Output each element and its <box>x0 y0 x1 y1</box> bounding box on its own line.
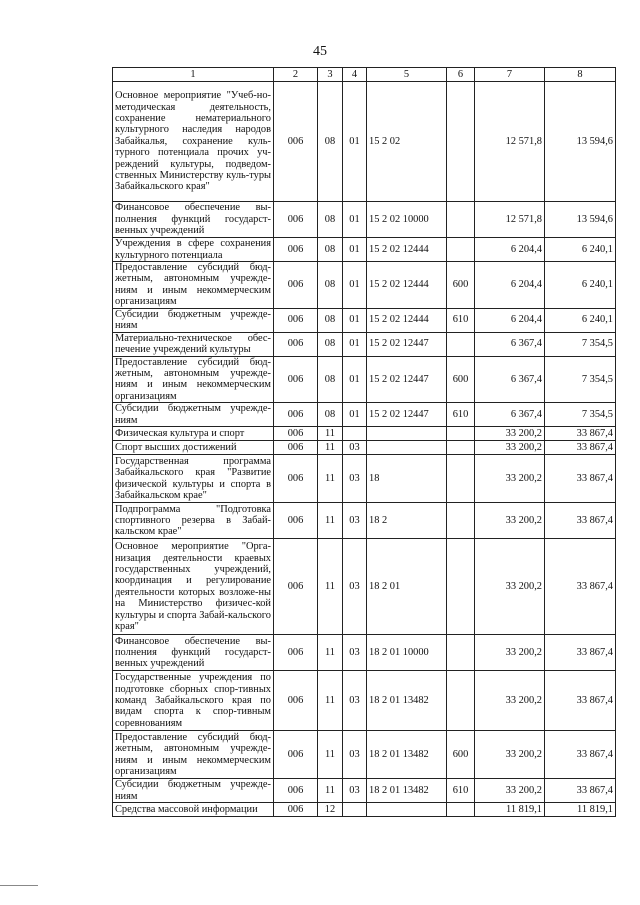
section-cell: 08 <box>318 308 343 332</box>
row-name-cell: Физическая культура и спорт <box>113 427 274 441</box>
column-header: 8 <box>545 68 616 82</box>
admin-code-cell: 006 <box>274 803 318 817</box>
row-name-cell: Подпрограмма "Подготовка спортивного резерва в Забай-кальском крае" <box>113 503 274 539</box>
subsection-cell <box>343 803 367 817</box>
table-row <box>113 262 616 309</box>
amount-year-1-cell: 6 204,4 <box>475 308 545 332</box>
subsection-cell: 03 <box>343 635 367 671</box>
expense-type-cell: 610 <box>447 779 475 803</box>
admin-code-cell: 006 <box>274 332 318 356</box>
row-name-cell: Спорт высших достижений <box>113 441 274 455</box>
subsection-cell: 01 <box>343 403 367 427</box>
amount-year-1-cell: 33 200,2 <box>475 671 545 731</box>
admin-code-cell: 006 <box>274 427 318 441</box>
section-cell: 11 <box>318 441 343 455</box>
target-article-cell: 15 2 02 12444 <box>367 308 447 332</box>
row-name-cell: Финансовое обеспечение вы-полнения функций государст-венных учреждений <box>113 635 274 671</box>
budget-table <box>112 67 616 817</box>
row-name-cell: Средства массовой информации <box>113 803 274 817</box>
target-article-cell: 15 2 02 12447 <box>367 332 447 356</box>
row-name-cell: Государственная программа Забайкальского края "Развитие физической культуры и спорта в Забайкальском крае" <box>113 455 274 503</box>
section-cell: 08 <box>318 262 343 309</box>
subsection-cell: 01 <box>343 262 367 309</box>
subsection-cell: 01 <box>343 308 367 332</box>
column-header: 4 <box>343 68 367 82</box>
amount-year-2-cell: 7 354,5 <box>545 403 616 427</box>
target-article-cell: 18 2 <box>367 503 447 539</box>
amount-year-2-cell: 33 867,4 <box>545 441 616 455</box>
amount-year-2-cell: 33 867,4 <box>545 427 616 441</box>
admin-code-cell: 006 <box>274 503 318 539</box>
section-cell: 08 <box>318 332 343 356</box>
subsection-cell: 03 <box>343 455 367 503</box>
expense-type-cell <box>447 803 475 817</box>
section-cell: 11 <box>318 427 343 441</box>
admin-code-cell: 006 <box>274 671 318 731</box>
section-cell: 11 <box>318 503 343 539</box>
section-cell: 08 <box>318 238 343 262</box>
column-header: 3 <box>318 68 343 82</box>
amount-year-1-cell: 33 200,2 <box>475 635 545 671</box>
admin-code-cell: 006 <box>274 539 318 635</box>
row-name-cell: Основное мероприятие "Орга-низация деятельности краевых государственных учреждений, координация и регулирование деятельности которых возложе-ны на Министерство физичес-кой культуры и спорта Забай-кальского края" <box>113 539 274 635</box>
target-article-cell <box>367 803 447 817</box>
table-row <box>113 455 616 503</box>
expense-type-cell <box>447 503 475 539</box>
column-header: 1 <box>113 68 274 82</box>
column-header: 2 <box>274 68 318 82</box>
amount-year-1-cell: 33 200,2 <box>475 779 545 803</box>
amount-year-2-cell: 7 354,5 <box>545 332 616 356</box>
table-row <box>113 635 616 671</box>
amount-year-2-cell: 13 594,6 <box>545 202 616 238</box>
amount-year-1-cell: 33 200,2 <box>475 731 545 779</box>
section-cell: 08 <box>318 356 343 403</box>
amount-year-1-cell: 33 200,2 <box>475 539 545 635</box>
subsection-cell: 01 <box>343 332 367 356</box>
subsection-cell: 03 <box>343 441 367 455</box>
subsection-cell: 01 <box>343 356 367 403</box>
expense-type-cell <box>447 238 475 262</box>
admin-code-cell: 006 <box>274 779 318 803</box>
table-row <box>113 82 616 202</box>
expense-type-cell <box>447 635 475 671</box>
column-header: 7 <box>475 68 545 82</box>
target-article-cell: 15 2 02 12444 <box>367 262 447 309</box>
expense-type-cell <box>447 427 475 441</box>
table-row <box>113 356 616 403</box>
section-cell: 11 <box>318 455 343 503</box>
subsection-cell: 03 <box>343 503 367 539</box>
section-cell: 11 <box>318 539 343 635</box>
section-cell: 11 <box>318 671 343 731</box>
row-name-cell: Государственные учреждения по подготовке сборных спор-тивных команд Забайкальского края по видам спорта к спор-тивным соревнованиям <box>113 671 274 731</box>
expense-type-cell <box>447 441 475 455</box>
table-row <box>113 779 616 803</box>
target-article-cell: 15 2 02 12447 <box>367 356 447 403</box>
target-article-cell: 15 2 02 12444 <box>367 238 447 262</box>
target-article-cell: 18 2 01 13482 <box>367 779 447 803</box>
table-row <box>113 803 616 817</box>
expense-type-cell <box>447 455 475 503</box>
subsection-cell: 03 <box>343 779 367 803</box>
admin-code-cell: 006 <box>274 82 318 202</box>
section-cell: 11 <box>318 779 343 803</box>
admin-code-cell: 006 <box>274 403 318 427</box>
target-article-cell: 18 2 01 10000 <box>367 635 447 671</box>
expense-type-cell: 600 <box>447 356 475 403</box>
subsection-cell: 03 <box>343 539 367 635</box>
row-name-cell: Финансовое обеспечение вы-полнения функций государст-венных учреждений <box>113 202 274 238</box>
row-name-cell: Субсидии бюджетным учрежде-ниям <box>113 779 274 803</box>
table-row <box>113 539 616 635</box>
amount-year-1-cell: 12 571,8 <box>475 82 545 202</box>
admin-code-cell: 006 <box>274 455 318 503</box>
row-name-cell: Субсидии бюджетным учрежде-ниям <box>113 403 274 427</box>
subsection-cell: 03 <box>343 731 367 779</box>
table-row <box>113 238 616 262</box>
subsection-cell: 01 <box>343 82 367 202</box>
table-row <box>113 427 616 441</box>
subsection-cell: 03 <box>343 671 367 731</box>
row-name-cell: Предоставление субсидий бюд-жетным, автономным учрежде-ниям и иным некоммерческим организациям <box>113 731 274 779</box>
amount-year-1-cell: 33 200,2 <box>475 455 545 503</box>
target-article-cell: 18 2 01 <box>367 539 447 635</box>
table-row <box>113 731 616 779</box>
subsection-cell <box>343 427 367 441</box>
table-row <box>113 503 616 539</box>
target-article-cell: 18 <box>367 455 447 503</box>
expense-type-cell: 610 <box>447 308 475 332</box>
amount-year-2-cell: 33 867,4 <box>545 779 616 803</box>
target-article-cell: 15 2 02 <box>367 82 447 202</box>
amount-year-2-cell: 13 594,6 <box>545 82 616 202</box>
amount-year-2-cell: 6 240,1 <box>545 238 616 262</box>
admin-code-cell: 006 <box>274 238 318 262</box>
amount-year-2-cell: 6 240,1 <box>545 262 616 309</box>
section-cell: 08 <box>318 82 343 202</box>
row-name-cell: Учреждения в сфере сохранения культурного потенциала <box>113 238 274 262</box>
admin-code-cell: 006 <box>274 308 318 332</box>
expense-type-cell: 610 <box>447 403 475 427</box>
scan-edge-mark <box>0 885 38 886</box>
admin-code-cell: 006 <box>274 356 318 403</box>
expense-type-cell <box>447 82 475 202</box>
subsection-cell: 01 <box>343 202 367 238</box>
expense-type-cell <box>447 539 475 635</box>
amount-year-2-cell: 33 867,4 <box>545 635 616 671</box>
table-row <box>113 441 616 455</box>
row-name-cell: Субсидии бюджетным учрежде-ниям <box>113 308 274 332</box>
amount-year-2-cell: 33 867,4 <box>545 503 616 539</box>
section-cell: 08 <box>318 202 343 238</box>
row-name-cell: Предоставление субсидий бюд-жетным, автономным учрежде-ниям и иным некоммерческим организациям <box>113 262 274 309</box>
expense-type-cell: 600 <box>447 262 475 309</box>
admin-code-cell: 006 <box>274 262 318 309</box>
amount-year-1-cell: 6 367,4 <box>475 356 545 403</box>
amount-year-1-cell: 11 819,1 <box>475 803 545 817</box>
target-article-cell <box>367 427 447 441</box>
subsection-cell: 01 <box>343 238 367 262</box>
amount-year-2-cell: 33 867,4 <box>545 455 616 503</box>
section-cell: 11 <box>318 731 343 779</box>
amount-year-1-cell: 33 200,2 <box>475 503 545 539</box>
expense-type-cell <box>447 671 475 731</box>
admin-code-cell: 006 <box>274 635 318 671</box>
row-name-cell: Предоставление субсидий бюд-жетным, автономным учрежде-ниям и иным некоммерческим организациям <box>113 356 274 403</box>
amount-year-1-cell: 33 200,2 <box>475 441 545 455</box>
amount-year-2-cell: 33 867,4 <box>545 671 616 731</box>
table-row <box>113 202 616 238</box>
amount-year-1-cell: 12 571,8 <box>475 202 545 238</box>
expense-type-cell <box>447 332 475 356</box>
amount-year-1-cell: 6 204,4 <box>475 262 545 309</box>
header-row <box>113 68 616 82</box>
target-article-cell: 15 2 02 12447 <box>367 403 447 427</box>
section-cell: 08 <box>318 403 343 427</box>
table-row <box>113 403 616 427</box>
table-row <box>113 308 616 332</box>
amount-year-2-cell: 11 819,1 <box>545 803 616 817</box>
column-header: 6 <box>447 68 475 82</box>
table-row <box>113 332 616 356</box>
target-article-cell: 18 2 01 13482 <box>367 671 447 731</box>
admin-code-cell: 006 <box>274 731 318 779</box>
amount-year-1-cell: 6 367,4 <box>475 332 545 356</box>
expense-type-cell: 600 <box>447 731 475 779</box>
target-article-cell <box>367 441 447 455</box>
admin-code-cell: 006 <box>274 441 318 455</box>
amount-year-1-cell: 33 200,2 <box>475 427 545 441</box>
column-header: 5 <box>367 68 447 82</box>
amount-year-1-cell: 6 204,4 <box>475 238 545 262</box>
table-row <box>113 671 616 731</box>
admin-code-cell: 006 <box>274 202 318 238</box>
section-cell: 11 <box>318 635 343 671</box>
target-article-cell: 15 2 02 10000 <box>367 202 447 238</box>
amount-year-1-cell: 6 367,4 <box>475 403 545 427</box>
amount-year-2-cell: 33 867,4 <box>545 731 616 779</box>
amount-year-2-cell: 7 354,5 <box>545 356 616 403</box>
row-name-cell: Материально-техническое обес-печение учреждений культуры <box>113 332 274 356</box>
amount-year-2-cell: 33 867,4 <box>545 539 616 635</box>
expense-type-cell <box>447 202 475 238</box>
amount-year-2-cell: 6 240,1 <box>545 308 616 332</box>
page-number: 45 <box>313 44 327 59</box>
section-cell: 12 <box>318 803 343 817</box>
row-name-cell: Основное мероприятие "Учеб-но-методическая деятельность, сохранение нематериального культурного наследия народов Забайкалья, сохранение куль-турного потенциала прочих уч-реждений культуры, подведом-ственных Министерству куль-туры Забайкальского края" <box>113 82 274 202</box>
target-article-cell: 18 2 01 13482 <box>367 731 447 779</box>
